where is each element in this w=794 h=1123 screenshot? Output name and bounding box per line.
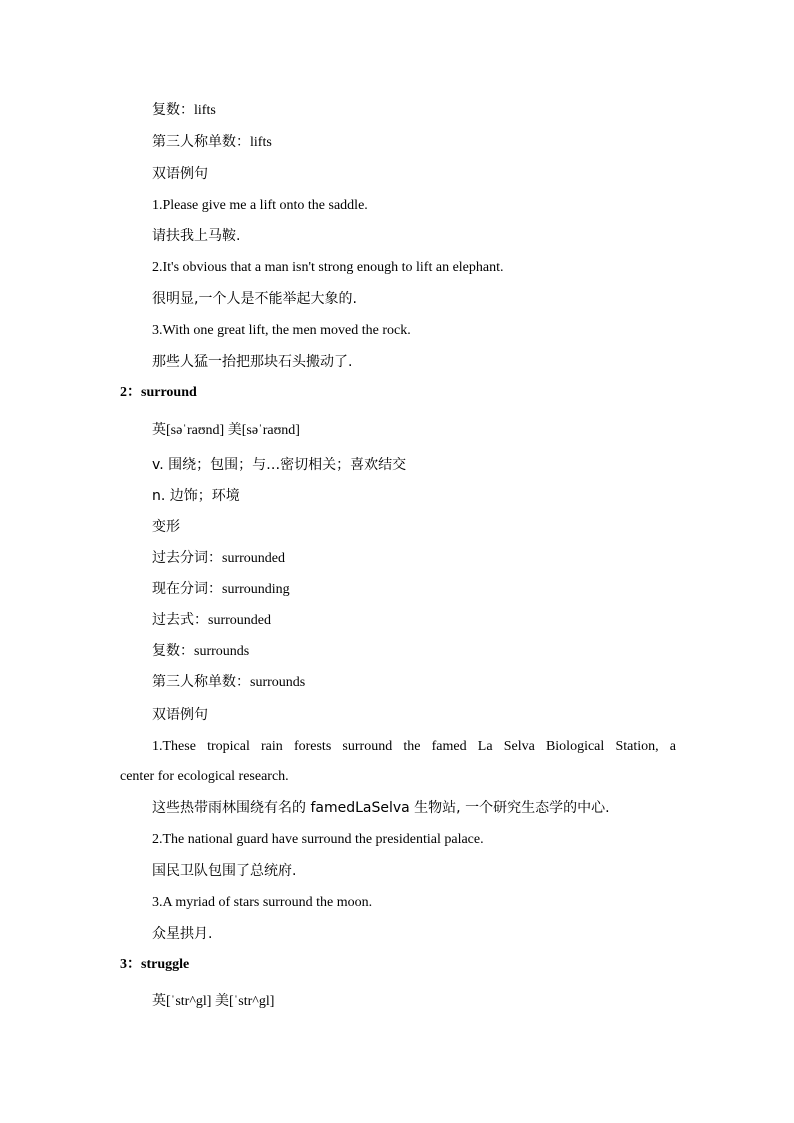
phonetic-surround: 英[səˈraʊnd] 美[səˈraʊnd] [152, 423, 300, 438]
examples-label-surround: 双语例句 [152, 707, 208, 723]
past-participle-surround: 过去分词：surrounded [152, 551, 285, 566]
example-en-surround-2: 2.The national guard have surround the presidential palace. [152, 832, 484, 847]
example-en-surround-1-line1: 1.These tropical rain forests surround the famed La Selva Biological Station, a [152, 739, 676, 754]
examples-label-lift: 双语例句 [152, 166, 208, 182]
example-cn-surround-1: 这些热带雨林围绕有名的 famedLaSelva 生物站, 一个研究生态学的中心. [152, 800, 610, 816]
example-cn-lift-2: 很明显,一个人是不能举起大象的. [152, 291, 357, 307]
phonetic-struggle: 英[ˈstr^gl] 美[ˈstr^gl] [152, 994, 275, 1009]
past-tense-surround: 过去式：surrounded [152, 613, 271, 628]
word-heading-surround: 2：surround [120, 385, 197, 400]
third-person-form-lift: 第三人称单数：lifts [152, 135, 272, 150]
example-cn-lift-1: 请扶我上马鞍. [152, 228, 241, 244]
plural-form-surround: 复数：surrounds [152, 644, 250, 659]
example-cn-surround-2: 国民卫队包围了总统府. [152, 863, 297, 879]
example-en-lift-1: 1.Please give me a lift onto the saddle. [152, 198, 368, 213]
example-en-surround-1-line2: center for ecological research. [120, 769, 289, 784]
example-en-lift-2: 2.It's obvious that a man isn't strong enough to lift an elephant. [152, 260, 504, 275]
third-person-form-surround: 第三人称单数：surrounds [152, 675, 306, 690]
example-cn-surround-3: 众星拱月. [152, 926, 213, 942]
definition-verb-surround: v. 围绕；包围；与…密切相关；喜欢结交 [152, 457, 407, 473]
forms-label-surround: 变形 [152, 519, 180, 535]
word-heading-struggle: 3：struggle [120, 957, 190, 972]
example-cn-lift-3: 那些人猛一抬把那块石头搬动了. [152, 354, 353, 370]
plural-form-lift: 复数：lifts [152, 103, 216, 118]
example-en-surround-3: 3.A myriad of stars surround the moon. [152, 895, 373, 910]
definition-noun-surround: n. 边饰；环境 [152, 488, 240, 504]
present-participle-surround: 现在分词：surrounding [152, 582, 290, 597]
example-en-lift-3: 3.With one great lift, the men moved the rock. [152, 323, 411, 338]
